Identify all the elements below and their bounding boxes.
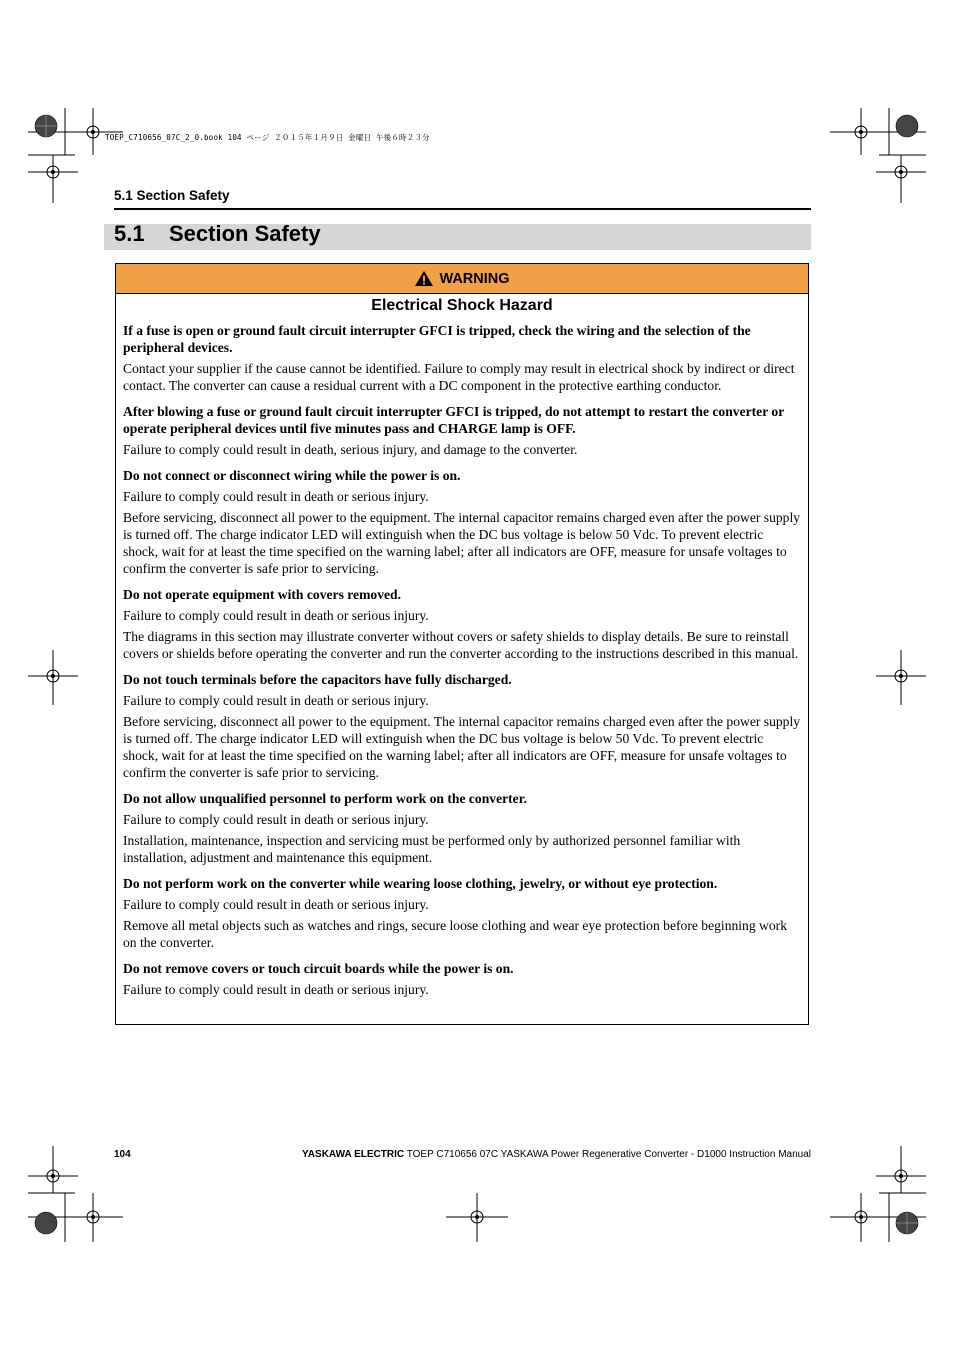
footer-brand: YASKAWA ELECTRIC	[302, 1149, 405, 1160]
warning-instruction: Do not remove covers or touch circuit boards while the power is on.	[123, 961, 514, 976]
warning-detail: Failure to comply could result in death or serious injury.	[123, 608, 429, 623]
warning-instruction: Do not operate equipment with covers removed.	[123, 587, 402, 602]
running-head: 5.1 Section Safety	[114, 188, 230, 203]
warning-detail: Failure to comply could result in death or serious injury.	[123, 812, 429, 827]
warning-detail: Contact your supplier if the cause cannot be identified. Failure to comply may result in electrical shock by indirect or direct contact. The converter can cause a residual current with a DC component in the protective earthing conductor.	[123, 361, 795, 393]
warning-detail: The diagrams in this section may illustrate converter without covers or safety shields to display details. Be sure to reinstall covers or shields before operating the converter and run the converter according to the instructions described in this manual.	[123, 629, 799, 661]
warning-detail: Failure to comply could result in death or serious injury.	[123, 693, 429, 708]
hazard-title: Electrical Shock Hazard	[371, 297, 553, 314]
warning-header	[116, 264, 808, 294]
footer-manual-title: TOEP C710656 07C YASKAWA Power Regenerative Converter - D1000 Instruction Manual	[404, 1149, 811, 1160]
warning-label: WARNING	[439, 270, 510, 287]
warning-instruction: If a fuse is open or ground fault circuit interrupter GFCI is tripped, check the wiring and the selection of the peripheral devices.	[123, 323, 751, 355]
warning-detail: Failure to comply could result in death or serious injury.	[123, 489, 429, 504]
warning-instruction: Do not allow unqualified personnel to perform work on the converter.	[123, 791, 527, 806]
warning-instruction: After blowing a fuse or ground fault circuit interrupter GFCI is tripped, do not attempt to restart the converter or operate peripheral devices until five minutes pass and CHARGE lamp is OFF.	[123, 404, 784, 436]
section-number: 5.1	[114, 221, 145, 246]
section-title: Section Safety	[169, 221, 321, 246]
warning-detail: Failure to comply could result in death or serious injury.	[123, 982, 429, 997]
warning-box	[115, 263, 809, 1025]
warning-triangle-icon	[414, 270, 434, 287]
warning-detail: Failure to comply could result in death, serious injury, and damage to the converter.	[123, 442, 578, 457]
warning-instruction: Do not perform work on the converter while wearing loose clothing, jewelry, or without eye protection.	[123, 876, 718, 891]
warning-instruction: Do not connect or disconnect wiring while the power is on.	[123, 468, 461, 483]
warning-detail: Before servicing, disconnect all power to the equipment. The internal capacitor remains charged even after the power supply is turned off. The charge indicator LED will extinguish when the DC bus voltage is below 50 Vdc. To prevent electric shock, wait for at least the time specified on the warning label; after all indicators are OFF, measure for unsafe voltages to confirm the converter is safe prior to servicing.	[123, 510, 801, 576]
footer-manual-line	[302, 1149, 811, 1160]
warning-detail: Remove all metal objects such as watches and rings, secure loose clothing and wear eye protection before beginning work on the converter.	[123, 918, 787, 950]
warning-detail: Failure to comply could result in death or serious injury.	[123, 897, 429, 912]
warning-instruction: Do not touch terminals before the capacitors have fully discharged.	[123, 672, 512, 687]
warning-detail: Installation, maintenance, inspection and servicing must be performed only by authorized personnel familiar with installation, adjustment and maintenance this equipment.	[123, 833, 741, 865]
page-number: 104	[114, 1149, 131, 1160]
warning-detail: Before servicing, disconnect all power to the equipment. The internal capacitor remains charged even after the power supply is turned off. The charge indicator LED will extinguish when the DC bus voltage is below 50 Vdc. To prevent electric shock, wait for at least the time specified on the warning label; after all indicators are OFF, measure for unsafe voltages to confirm the converter is safe prior to servicing.	[123, 714, 801, 780]
book-file-header: TOEP_C710656_07C_2_0.book 104 ページ ２０１５年１月９日 金曜日 午後６時２３分	[105, 133, 430, 142]
header-rule	[114, 208, 811, 210]
warning-content	[123, 322, 801, 998]
